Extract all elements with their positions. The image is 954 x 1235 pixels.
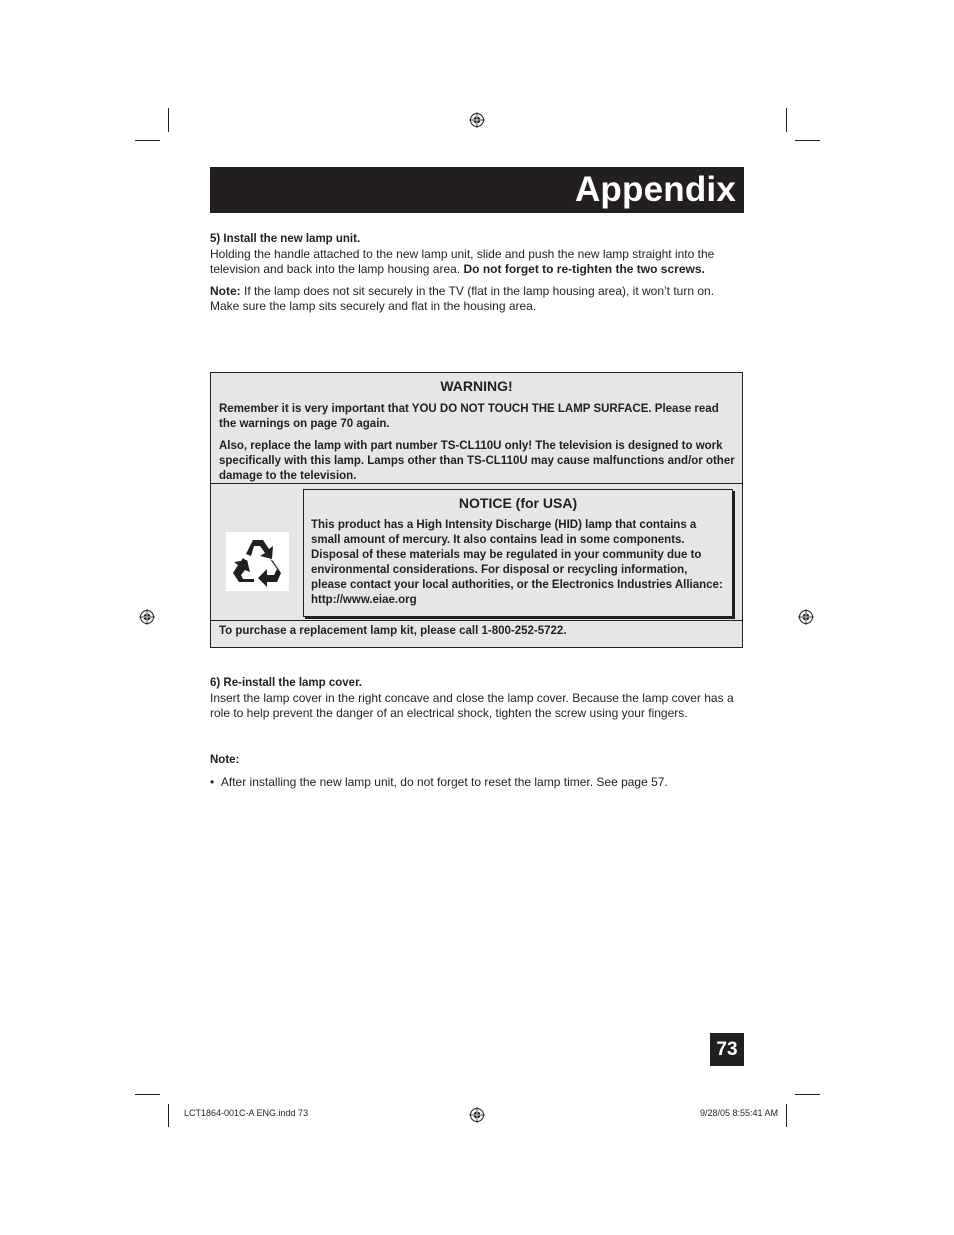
step-6-heading: 6) Re-install the lamp cover. [210,677,363,689]
step-5-instructions: Holding the handle attached to the new lamp unit, slide and push the new lamp straight into the television and back into the lamp housing area. [210,247,715,276]
warning-box [210,372,743,648]
crop-mark [168,1104,169,1127]
warning-title: WARNING! [440,378,513,394]
page-header-banner [210,167,744,213]
warning-paragraph: Remember it is very important that YOU DO NOT TOUCH THE LAMP SURFACE. Please read the warnings on page 70 again. [219,403,719,430]
notice-title: NOTICE (for USA) [458,495,578,511]
purchase-info: To purchase a replacement lamp kit, please call 1-800-252-5722. [219,625,567,637]
registration-mark-icon [139,609,155,625]
crop-mark [135,140,160,141]
crop-mark [786,108,787,132]
step-6-bullet [210,775,746,790]
registration-mark-icon [469,1107,485,1123]
step-6-note-label: Note: [210,754,240,766]
registration-mark-icon [469,112,485,128]
bullet-icon: • [210,775,221,789]
crop-mark [168,108,169,132]
crop-mark [795,140,820,141]
step-5-note [210,284,746,314]
bullet-text: After installing the new lamp unit, do not forget to reset the lamp timer. See page 57. [220,775,668,789]
footer-file-info: LCT1864-001C-A ENG.indd 73 [184,1108,309,1118]
note-text: If the lamp does not sit securely in the TV (flat in the lamp housing area), it won’t turn on. Make sure the lamp sits securely and flat in the housing area. [210,284,715,313]
divider [211,483,742,484]
step-5-emphasis: Do not forget to re-tighten the two screws. [463,262,705,276]
notice-text: This product has a High Intensity Discharge (HID) lamp that contains a small amount of mercury. It also contains lead in some components. Disposal of these materials may be regulated in your community due to environmental considerations. For disposal or recycling information, please contact your local authorities, or the Electronics Industries Alliance: http://www.eiae.org [311,519,723,606]
page-title: Appendix [574,170,736,209]
footer-date-info: 9/28/05 8:55:41 AM [699,1108,778,1118]
step-5-text [210,247,746,277]
page-number: 73 [710,1033,744,1066]
crop-mark [786,1104,787,1127]
step-5-heading: 5) Install the new lamp unit. [210,233,361,245]
step-6-text: Insert the lamp cover in the right concave and close the lamp cover. Because the lamp cover has a role to help prevent the danger of an electrical shock, tighten the screw using your fingers. [210,691,734,720]
crop-mark [795,1094,820,1095]
divider [211,620,742,621]
crop-mark [135,1094,160,1095]
note-label: Note: [210,284,241,298]
warning-paragraph: Also, replace the lamp with part number TS-CL110U only! The television is designed to work specifically with this lamp. Lamps other than TS-CL110U may cause malfunctions and/or other damage to the television. [219,440,735,482]
recycle-icon [226,532,289,591]
notice-box [303,489,733,617]
registration-mark-icon [798,609,814,625]
